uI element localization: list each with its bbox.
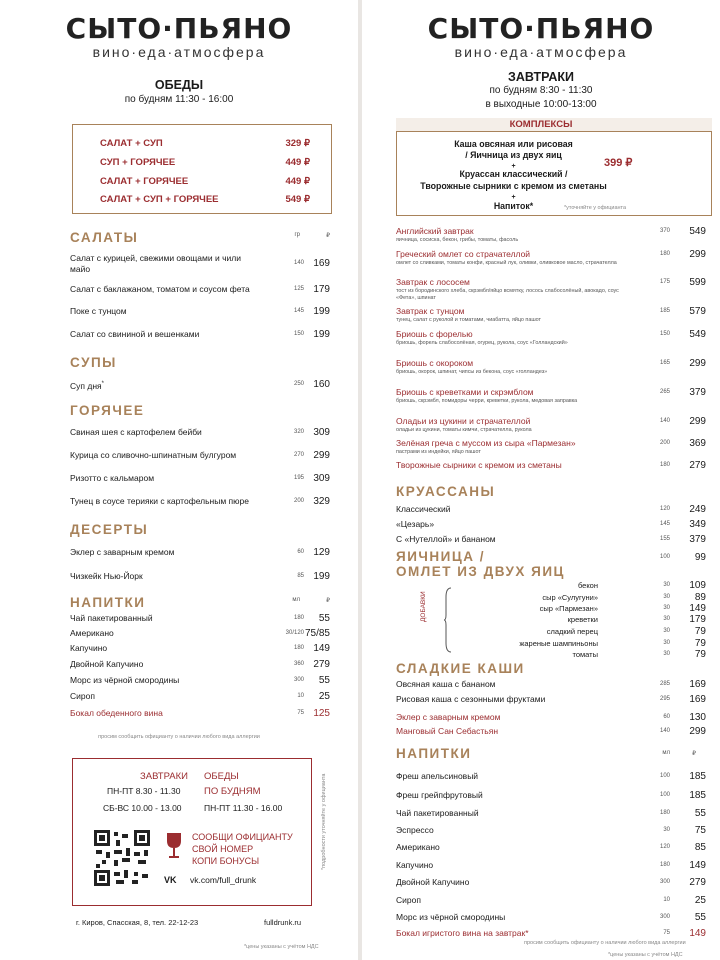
- menu-item-price: 279: [689, 877, 706, 888]
- menu-item-weight: 270: [293, 452, 304, 458]
- breakfast-weekend: СБ-ВС 10.00 - 13.00: [103, 803, 182, 813]
- menu-item-name: Творожные сырники с кремом из сметаны: [396, 460, 562, 470]
- lunch-hours-title: ОБЕДЫ: [204, 771, 239, 782]
- qr-code-icon[interactable]: [94, 830, 150, 886]
- allergy-note: просим сообщить официанту о наличии любого вида аллергии: [524, 940, 686, 946]
- vk-icon: VK: [164, 875, 177, 885]
- breakfast-menu-page: [362, 0, 720, 960]
- addon-price: 89: [694, 592, 706, 603]
- section-title: САЛАТЫ: [70, 230, 139, 245]
- bonus-line-3: КОПИ БОНУСЫ: [192, 856, 260, 866]
- allergy-note: просим сообщить официанту о наличии любого вида аллергии: [98, 734, 260, 740]
- addon-name: сыр «Пармезан»: [539, 604, 598, 613]
- addon-name: сыр «Сулугуни»: [542, 593, 598, 602]
- addon-name: сладкий перец: [546, 627, 598, 636]
- menu-item-weight: 200: [659, 440, 670, 446]
- menu-item-weight: 85: [297, 573, 304, 579]
- menu-item-price: 199: [313, 329, 330, 340]
- menu-item-name: Английский завтрак: [396, 226, 474, 236]
- menu-item-description: омлет со сливками, томаты конфи, красный лук, оливки, оливковое масло, страчателла: [396, 260, 617, 266]
- menu-item-name: Сироп: [70, 691, 95, 701]
- menu-item-weight: 120: [659, 844, 670, 850]
- breakfast-weekdays: ПН-ПТ 8.30 - 11.30: [107, 786, 181, 796]
- menu-item-description: оладьи из цукини, томаты кимчи, страчателла, рукола: [396, 427, 532, 433]
- menu-item-price: 299: [689, 726, 706, 737]
- vk-link[interactable]: vk.com/full_drunk: [190, 875, 257, 885]
- column-header-volume: мл: [662, 750, 670, 756]
- menu-item-name: Фреш апельсиновый: [396, 771, 479, 781]
- menu-item-name: Овсяная каша с бананом: [396, 679, 496, 689]
- menu-item-name: Капучино: [396, 860, 434, 870]
- menu-item-weight: 10: [663, 897, 670, 903]
- complex-line: +: [511, 194, 516, 201]
- menu-item-weight: 195: [293, 475, 304, 481]
- menu-item-name: Бриошь с форелью: [396, 329, 473, 339]
- menu-item-name: Суп дня*: [70, 380, 104, 391]
- combo-row: САЛАТ + СУП 329 ₽: [100, 138, 310, 149]
- menu-item-description: тост из бородинского хлеба, скрэмбл/яйцо всмятку, лосось слабосолёный, авокадо, соус «Фета», шпинат: [396, 288, 619, 301]
- menu-item-price: 185: [689, 771, 706, 782]
- menu-item-name: Салат с курицей, свежими овощами и чили майо: [70, 253, 241, 274]
- complex-title: КОМПЛЕКСЫ: [509, 119, 573, 130]
- menu-item-weight: 75: [663, 930, 670, 936]
- lunch-hours-weekdays: ПН-ПТ 11.30 - 16.00: [204, 803, 283, 813]
- brand-tagline: вино·еда·атмосфера: [454, 44, 628, 60]
- menu-item-weight: 100: [659, 554, 670, 560]
- menu-item-price: 130: [689, 712, 706, 723]
- breakfast-hours-weekend: в выходные 10:00-13:00: [485, 99, 597, 110]
- menu-item-weight: 165: [659, 360, 670, 366]
- menu-item-weight: 175: [659, 279, 670, 285]
- addon-name: креветки: [567, 615, 598, 624]
- menu-item-weight: 200: [293, 498, 304, 504]
- menu-item-name: Салат с баклажаном, томатом и соусом фета: [70, 284, 250, 294]
- lunch-menu-page: [0, 0, 358, 960]
- menu-item-weight: 140: [659, 728, 670, 734]
- menu-item-name: Морс из чёрной смородины: [396, 912, 506, 922]
- menu-item-weight: 250: [293, 381, 304, 387]
- menu-item-price: 299: [689, 358, 706, 369]
- menu-item-name: Чай пакетированный: [70, 613, 153, 623]
- menu-item-price: 85: [694, 842, 706, 853]
- menu-item-name: Бриошь с окороком: [396, 358, 474, 368]
- menu-item-price: 125: [313, 708, 330, 719]
- breakfast-hours-weekdays: по будням 8:30 - 11:30: [489, 85, 593, 96]
- menu-item-description: бриошь, окорок, шпинат, чипсы из бекона, соус «голландез»: [396, 369, 548, 375]
- menu-item-name: Чай пакетированный: [396, 808, 479, 818]
- menu-item-name: Сироп: [396, 895, 421, 905]
- breakfast-hours-title: ЗАВТРАКИ: [140, 771, 188, 782]
- menu-item-price: 279: [313, 659, 330, 670]
- brand-logo: СЫТО·ПЬЯНО: [427, 12, 655, 45]
- menu-item-weight: 285: [659, 681, 670, 687]
- menu-item-weight: 180: [293, 615, 304, 621]
- menu-item-price: 599: [689, 277, 706, 288]
- menu-item-weight: 140: [659, 418, 670, 424]
- addon-weight: 30: [663, 628, 670, 634]
- menu-item-name: Манговый Сан Себастьян: [396, 726, 499, 736]
- section-title: СУПЫ: [70, 355, 117, 370]
- addon-name: бекон: [577, 581, 598, 590]
- menu-item-weight: 295: [659, 696, 670, 702]
- menu-item-price: 379: [689, 534, 706, 545]
- menu-item-price: 579: [689, 306, 706, 317]
- website-link[interactable]: fulldrunk.ru: [264, 918, 302, 927]
- breakfast-title: ЗАВТРАКИ: [508, 70, 574, 84]
- menu-item-name: Бокал обеденного вина: [70, 708, 163, 718]
- column-header-price: ₽: [326, 233, 330, 239]
- menu-item-weight: 180: [659, 810, 670, 816]
- menu-item-price: 249: [689, 504, 706, 515]
- menu-item-name: Двойной Капучино: [70, 659, 144, 669]
- menu-item-price: 199: [313, 306, 330, 317]
- menu-item-name: Зелёная греча с муссом из сыра «Пармезан»: [396, 438, 576, 448]
- menu-item-price: 25: [694, 895, 706, 906]
- menu-item-weight: 150: [659, 331, 670, 337]
- menu-item-price: 299: [689, 249, 706, 260]
- menu-item-name: Фреш грейпфрутовый: [396, 790, 483, 800]
- menu-item-weight: 180: [659, 862, 670, 868]
- section-title: ДЕСЕРТЫ: [70, 522, 149, 537]
- section-title: НАПИТКИ: [70, 595, 146, 610]
- menu-item-price: 549: [689, 226, 706, 237]
- menu-item-name: Салат со свининой и вешенками: [70, 329, 200, 339]
- combo-row: САЛАТ + ГОРЯЧЕЕ 449 ₽: [100, 176, 310, 187]
- menu-item-weight: 100: [659, 773, 670, 779]
- brand-logo: СЫТО·ПЬЯНО: [65, 12, 293, 45]
- menu-item-weight: 185: [659, 308, 670, 314]
- menu-item-weight: 180: [659, 462, 670, 468]
- menu-item-price: 149: [313, 643, 330, 654]
- menu-item-name: Свиная шея с картофелем бейби: [70, 427, 202, 437]
- menu-item-weight: 125: [293, 286, 304, 292]
- addon-weight: 30: [663, 640, 670, 646]
- addon-price: 79: [694, 626, 706, 637]
- menu-item-description: яичница, сосиска, бекон, грибы, томаты, фасоль: [396, 237, 519, 243]
- column-header-weight: гр: [294, 232, 300, 238]
- menu-item-weight: 145: [293, 308, 304, 314]
- bonus-line-1: СООБЩИ ОФИЦИАНТУ: [192, 832, 293, 842]
- menu-item-name: Завтрак с лососем: [396, 277, 470, 287]
- menu-item-weight: 140: [293, 260, 304, 266]
- menu-item-weight: 30: [663, 827, 670, 833]
- complex-line: Творожные сырники с кремом из сметаны: [420, 181, 607, 191]
- menu-item-name: Эспрессо: [396, 825, 434, 835]
- menu-item-price: 149: [689, 860, 706, 871]
- menu-item-price: 129: [313, 547, 330, 558]
- menu-item-name: Поке с тунцом: [70, 306, 127, 316]
- addon-name: жареные шампиньоны: [519, 639, 598, 648]
- menu-item-name: Американо: [396, 842, 440, 852]
- menu-item-price: 55: [318, 613, 330, 624]
- menu-item-name: Бриошь с креветками и скрэмблом: [396, 387, 534, 397]
- addon-weight: 30: [663, 616, 670, 622]
- addon-price: 109: [689, 580, 706, 591]
- menu-item-weight: 75: [297, 710, 304, 716]
- menu-item-price: 55: [318, 675, 330, 686]
- menu-item-name: Ризотто с кальмаром: [70, 473, 155, 483]
- menu-item-name: Капучино: [70, 643, 108, 653]
- menu-item-weight: 120: [659, 506, 670, 512]
- column-header-price: ₽: [326, 598, 330, 604]
- column-header-weight: мл: [292, 597, 300, 603]
- menu-item-name: Эклер с заварным кремом: [396, 712, 501, 722]
- addons-label: ДОБАВКИ: [420, 591, 427, 622]
- vat-note: *цены указаны с учётом НДС: [608, 952, 683, 958]
- addons-bracket-icon: [444, 587, 452, 653]
- menu-item-weight: 300: [659, 914, 670, 920]
- menu-item-weight: 60: [663, 714, 670, 720]
- menu-item-price: 179: [313, 284, 330, 295]
- footnote-mark: *: [101, 381, 104, 387]
- menu-item-name: Завтрак с тунцом: [396, 306, 465, 316]
- menu-item-weight: 370: [659, 228, 670, 234]
- menu-item-weight: 10: [297, 693, 304, 699]
- menu-item-price: 549: [689, 329, 706, 340]
- addon-weight: 30: [663, 651, 670, 657]
- menu-item-name: Греческий омлет со страчателлой: [396, 249, 531, 259]
- menu-item-price: 309: [313, 427, 330, 438]
- menu-item-description: пастрами из индейки, яйцо пашот: [396, 449, 481, 455]
- menu-item-weight: 60: [297, 549, 304, 555]
- menu-item-name: Рисовая каша с сезонными фруктами: [396, 694, 546, 704]
- menu-item-price: 55: [694, 912, 706, 923]
- menu-item-description: тунец, салат с руколой и томатами, чиабатта, яйцо пашот: [396, 317, 541, 323]
- addon-price: 179: [689, 614, 706, 625]
- section-title: ГОРЯЧЕЕ: [70, 403, 145, 418]
- menu-item-name: «Цезарь»: [396, 519, 435, 529]
- menu-item-price: 169: [313, 258, 330, 269]
- vat-note: *цены указаны с учётом НДС: [244, 944, 319, 950]
- lunch-title: ОБЕДЫ: [154, 78, 204, 92]
- menu-item-weight: 265: [659, 389, 670, 395]
- menu-item-name: Классический: [396, 504, 451, 514]
- complex-line: +: [511, 163, 516, 170]
- addon-price: 79: [694, 649, 706, 660]
- menu-item-price: 149: [689, 928, 706, 939]
- addon-weight: 30: [663, 594, 670, 600]
- menu-item-price: 169: [689, 694, 706, 705]
- menu-item-price: 369: [689, 438, 706, 449]
- addon-name: томаты: [572, 650, 598, 659]
- combo-row: САЛАТ + СУП + ГОРЯЧЕЕ 549 ₽: [100, 194, 310, 205]
- menu-item-price: 55: [694, 808, 706, 819]
- addon-weight: 30: [663, 582, 670, 588]
- menu-item-weight: 100: [659, 792, 670, 798]
- section-title: СЛАДКИЕ КАШИ: [396, 661, 525, 676]
- brand-tagline: вино·еда·атмосфера: [92, 44, 266, 60]
- menu-item-price: 329: [313, 496, 330, 507]
- addon-weight: 30: [663, 605, 670, 611]
- menu-item-price: 199: [313, 571, 330, 582]
- menu-item-price: 185: [689, 790, 706, 801]
- complex-line: Каша овсяная или рисовая: [454, 139, 573, 149]
- complex-note: *уточняйте у официанта: [564, 205, 627, 211]
- menu-item-name: Морс из чёрной смородины: [70, 675, 180, 685]
- menu-item-price: 379: [689, 387, 706, 398]
- menu-item-weight: 300: [293, 677, 304, 683]
- menu-item-price: 299: [313, 450, 330, 461]
- menu-item-price: 169: [689, 679, 706, 690]
- menu-item-weight: 150: [293, 331, 304, 337]
- info-side-note: *подробности уточняйте у официанта: [321, 773, 327, 870]
- menu-item-weight: 320: [293, 429, 304, 435]
- menu-item-name: Эклер с заварным кремом: [70, 547, 175, 557]
- menu-item-name: Американо: [70, 628, 114, 638]
- menu-item-name: Оладьи из цукини и страчателлой: [396, 416, 531, 426]
- section-title: ЯИЧНИЦА /: [396, 549, 485, 564]
- menu-item-price: 299: [689, 416, 706, 427]
- menu-item-name: Тунец в соусе терияки с картофельным пюре: [70, 496, 249, 506]
- lunch-hours: по будням 11:30 - 16:00: [124, 94, 234, 105]
- section-title: НАПИТКИ: [396, 746, 472, 761]
- address: г. Киров, Спасская, 8, тел. 22-12-23: [76, 918, 199, 927]
- complex-line: Круассан классический /: [459, 169, 568, 179]
- menu-item-description: бриошь, скрэмбл, помидоры черри, креветки, рукола, медовая заправка: [396, 398, 578, 404]
- menu-item-price: 279: [689, 460, 706, 471]
- bonus-line-2: СВОЙ НОМЕР: [192, 844, 254, 854]
- section-title: КРУАССАНЫ: [396, 484, 496, 499]
- menu-item-price: 349: [689, 519, 706, 530]
- menu-item-weight: 30/120: [285, 630, 304, 636]
- menu-item-name: С «Нутеллой» и бананом: [396, 534, 496, 544]
- menu-item-name: Бокал игристого вина на завтрак*: [396, 928, 529, 938]
- menu-item-weight: 360: [293, 661, 304, 667]
- menu-item-price: 25: [318, 691, 330, 702]
- menu-item-weight: 145: [659, 521, 670, 527]
- combo-row: СУП + ГОРЯЧЕЕ 449 ₽: [100, 157, 310, 168]
- menu-item-name: Курица со сливочно-шпинатным булгуром: [70, 450, 237, 460]
- column-header-price: ₽: [692, 751, 696, 757]
- wine-glass-icon: [164, 832, 184, 860]
- menu-item-name: Двойной Капучино: [396, 877, 470, 887]
- menu-item-weight: 180: [293, 645, 304, 651]
- menu-item-price: 75: [694, 825, 706, 836]
- menu-item-price: 309: [313, 473, 330, 484]
- menu-item-weight: 155: [659, 536, 670, 542]
- menu-item-price: 160: [313, 379, 330, 390]
- complex-price: 399 ₽: [604, 157, 633, 169]
- addon-price: 79: [694, 638, 706, 649]
- complex-line: Напиток*: [493, 201, 534, 211]
- lunch-hours-sub: ПО БУДНЯМ: [204, 786, 261, 797]
- menu-item-description: бриошь, форель слабосолёная, огурец, рукола, соус «Голландский»: [396, 340, 568, 346]
- section-title: ОМЛЕТ ИЗ ДВУХ ЯИЦ: [396, 564, 565, 579]
- menu-item-name: Чизкейк Нью-Йорк: [70, 571, 143, 581]
- addon-price: 149: [689, 603, 706, 614]
- menu-item-price: 99: [694, 552, 706, 563]
- menu-item-weight: 180: [659, 251, 670, 257]
- menu-item-price: 75/85: [304, 628, 330, 639]
- complex-line: / Яичница из двух яиц: [465, 150, 562, 160]
- menu-item-weight: 300: [659, 879, 670, 885]
